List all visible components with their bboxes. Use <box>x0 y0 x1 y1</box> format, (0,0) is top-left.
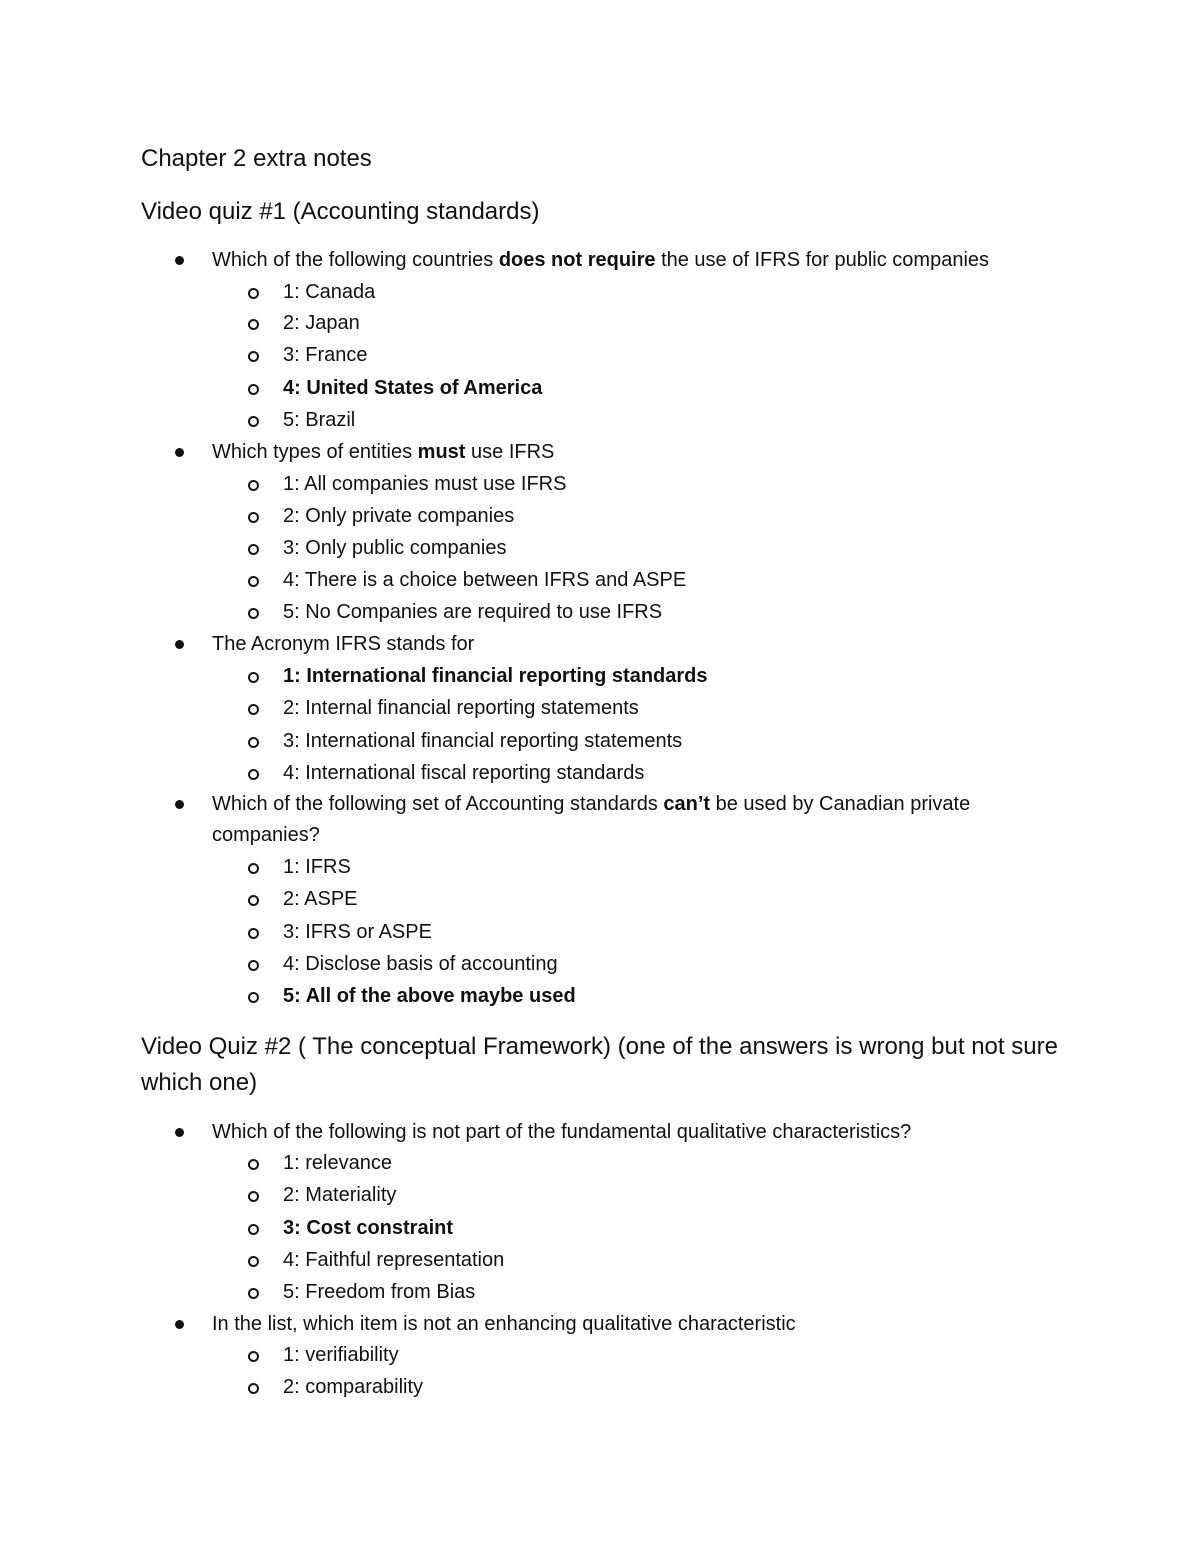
quiz2-q1-option-1: 1: relevance <box>283 1152 392 1174</box>
quiz1-q1-option-5: 5: Brazil <box>283 409 356 431</box>
quiz1-heading: Video quiz #1 (Accounting standards) <box>141 198 540 225</box>
quiz2-q1-option-2: 2: Materiality <box>283 1184 397 1206</box>
bullet-icon <box>175 256 184 265</box>
circle-bullet-icon <box>248 384 259 395</box>
quiz2-q2-option-1: 1: verifiability <box>283 1344 399 1366</box>
quiz1-q1-option-2: 2: Japan <box>283 312 360 334</box>
circle-bullet-icon <box>248 992 259 1003</box>
circle-bullet-icon <box>248 895 259 906</box>
quiz1-q4-text-line2: companies? <box>212 824 320 846</box>
quiz1-q3-option-2: 2: Internal financial reporting statements <box>283 697 639 719</box>
quiz2-q2-option-2: 2: comparability <box>283 1376 424 1398</box>
bullet-icon <box>175 1128 184 1137</box>
quiz1-q4-option-2: 2: ASPE <box>283 888 358 910</box>
quiz1-q2-text: Which types of entities must use IFRS <box>212 441 555 463</box>
quiz1-q4-option-5-answer: 5: All of the above maybe used <box>283 985 576 1007</box>
quiz1-q3-option-4: 4: International fiscal reporting standards <box>283 762 645 784</box>
circle-bullet-icon <box>248 769 259 780</box>
quiz2-q2-text: In the list, which item is not an enhancing qualitative characteristic <box>212 1313 796 1335</box>
circle-bullet-icon <box>248 512 259 523</box>
quiz2-q1-option-4: 4: Faithful representation <box>283 1249 505 1271</box>
circle-bullet-icon <box>248 1351 259 1362</box>
circle-bullet-icon <box>248 1288 259 1299</box>
circle-bullet-icon <box>248 416 259 427</box>
quiz1-q4-option-3: 3: IFRS or ASPE <box>283 921 432 943</box>
quiz1-q1-option-4-answer: 4: United States of America <box>283 377 543 399</box>
circle-bullet-icon <box>248 1159 259 1170</box>
page-title: Chapter 2 extra notes <box>141 145 372 172</box>
quiz1-q4-option-1: 1: IFRS <box>283 856 351 878</box>
circle-bullet-icon <box>248 960 259 971</box>
quiz1-q1-text: Which of the following countries does not require the use of IFRS for public companies <box>212 249 990 271</box>
quiz2-q1-option-5: 5: Freedom from Bias <box>283 1281 476 1303</box>
circle-bullet-icon <box>248 1256 259 1267</box>
circle-bullet-icon <box>248 576 259 587</box>
quiz1-q2-option-3: 3: Only public companies <box>283 537 507 559</box>
circle-bullet-icon <box>248 319 259 330</box>
circle-bullet-icon <box>248 704 259 715</box>
circle-bullet-icon <box>248 608 259 619</box>
quiz1-q1-option-3: 3: France <box>283 344 368 366</box>
quiz1-q2-option-2: 2: Only private companies <box>283 505 515 527</box>
quiz1-q2-option-5: 5: No Companies are required to use IFRS <box>283 601 663 623</box>
circle-bullet-icon <box>248 544 259 555</box>
circle-bullet-icon <box>248 1224 259 1235</box>
circle-bullet-icon <box>248 351 259 362</box>
quiz1-q3-option-3: 3: International financial reporting statements <box>283 730 683 752</box>
bullet-icon <box>175 1320 184 1329</box>
quiz1-q1-option-1: 1: Canada <box>283 281 376 303</box>
quiz2-heading: Video Quiz #2 ( The conceptual Framework) (one of the answers is wrong but not sure which one) <box>141 1033 1058 1096</box>
circle-bullet-icon <box>248 480 259 491</box>
bullet-icon <box>175 640 184 649</box>
quiz1-q4-text: Which of the following set of Accounting standards can’t be used by Canadian private <box>212 793 971 815</box>
quiz2-q1-text: Which of the following is not part of the fundamental qualitative characteristics? <box>212 1121 912 1143</box>
circle-bullet-icon <box>248 672 259 683</box>
circle-bullet-icon <box>248 288 259 299</box>
circle-bullet-icon <box>248 1383 259 1394</box>
bullet-icon <box>175 800 184 809</box>
bullet-icon <box>175 448 184 457</box>
quiz1-q3-text: The Acronym IFRS stands for <box>212 633 475 655</box>
quiz2-q1-option-3-answer: 3: Cost constraint <box>283 1217 454 1239</box>
quiz1-q3-option-1-answer: 1: International financial reporting standards <box>283 665 708 687</box>
circle-bullet-icon <box>248 737 259 748</box>
circle-bullet-icon <box>248 863 259 874</box>
circle-bullet-icon <box>248 1191 259 1202</box>
circle-bullet-icon <box>248 928 259 939</box>
quiz1-q4-option-4: 4: Disclose basis of accounting <box>283 953 558 975</box>
quiz1-q2-option-1: 1: All companies must use IFRS <box>283 473 567 495</box>
quiz1-q2-option-4: 4: There is a choice between IFRS and ASPE <box>283 569 687 591</box>
